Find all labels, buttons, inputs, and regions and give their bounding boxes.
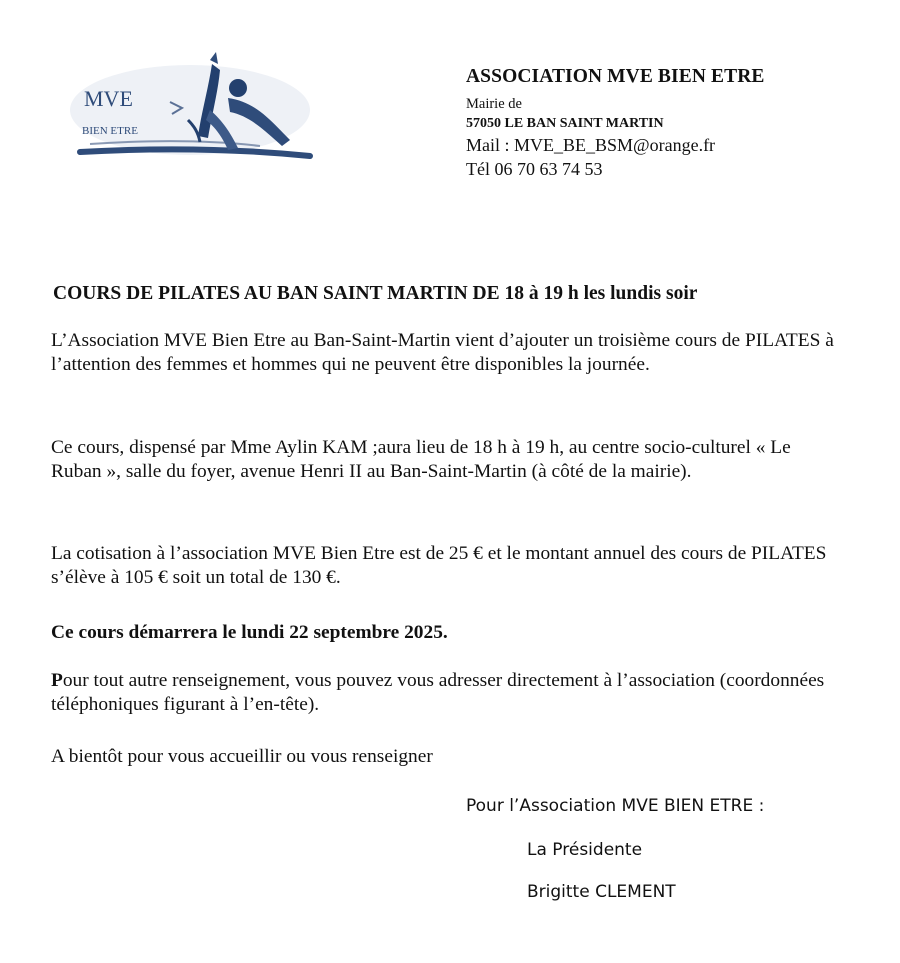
postal-address: 57050 LE BAN SAINT MARTIN <box>466 116 664 131</box>
logo-head <box>229 79 247 97</box>
email-contact: Mail : MVE_BE_BSM@orange.fr <box>466 135 716 155</box>
paragraph-contact-info <box>51 669 846 717</box>
signature-for-line: Pour l’Association MVE BIEN ETRE : <box>466 796 765 816</box>
organization-header <box>466 64 886 181</box>
start-date-notice: Ce cours démarrera le lundi 22 septembre 2025. <box>51 622 448 643</box>
logo-hand <box>210 52 218 64</box>
phone-contact: Tél 06 70 63 74 53 <box>466 159 603 179</box>
logo-graphic <box>60 40 320 170</box>
mairie-label: Mairie de <box>466 96 522 112</box>
paragraph-course-details: Ce cours, dispensé par Mme Aylin KAM ;aura lieu de 18 h à 19 h, au centre socio-culturel « Le Ruban », salle du foyer, avenue Henri II au Ban-Saint-Martin (à côté de la mairie). <box>51 437 791 482</box>
association-logo <box>60 40 320 170</box>
signature-role: La Présidente <box>527 840 643 860</box>
paragraph-contact-text: our tout autre renseignement, vous pouvez vous adresser directement à l’association (coordonnées téléphoniques figurant à l’en-tête). <box>51 670 825 715</box>
closing-line: A bientôt pour vous accueillir ou vous renseigner <box>51 746 433 767</box>
document-title: COURS DE PILATES AU BAN SAINT MARTIN DE 18 à 19 h les lundis soir <box>53 283 698 304</box>
organization-name: ASSOCIATION MVE BIEN ETRE <box>466 66 765 87</box>
paragraph-fees: La cotisation à l’association MVE Bien Etre est de 25 € et le montant annuel des cours de PILATES s’élève à 105 € soit un total de 130 €. <box>51 543 827 588</box>
paragraph-new-course: L’Association MVE Bien Etre au Ban-Saint-Martin vient d’ajouter un troisième cours de PILATES à l’attention des femmes et hommes qui ne peuvent être disponibles la journée. <box>51 330 834 375</box>
signature-name: Brigitte CLEMENT <box>527 882 676 902</box>
logo-letters: MVE <box>84 86 133 111</box>
paragraph-lead-letter: P <box>51 670 63 691</box>
logo-subtitle: BIEN ETRE <box>82 125 138 137</box>
